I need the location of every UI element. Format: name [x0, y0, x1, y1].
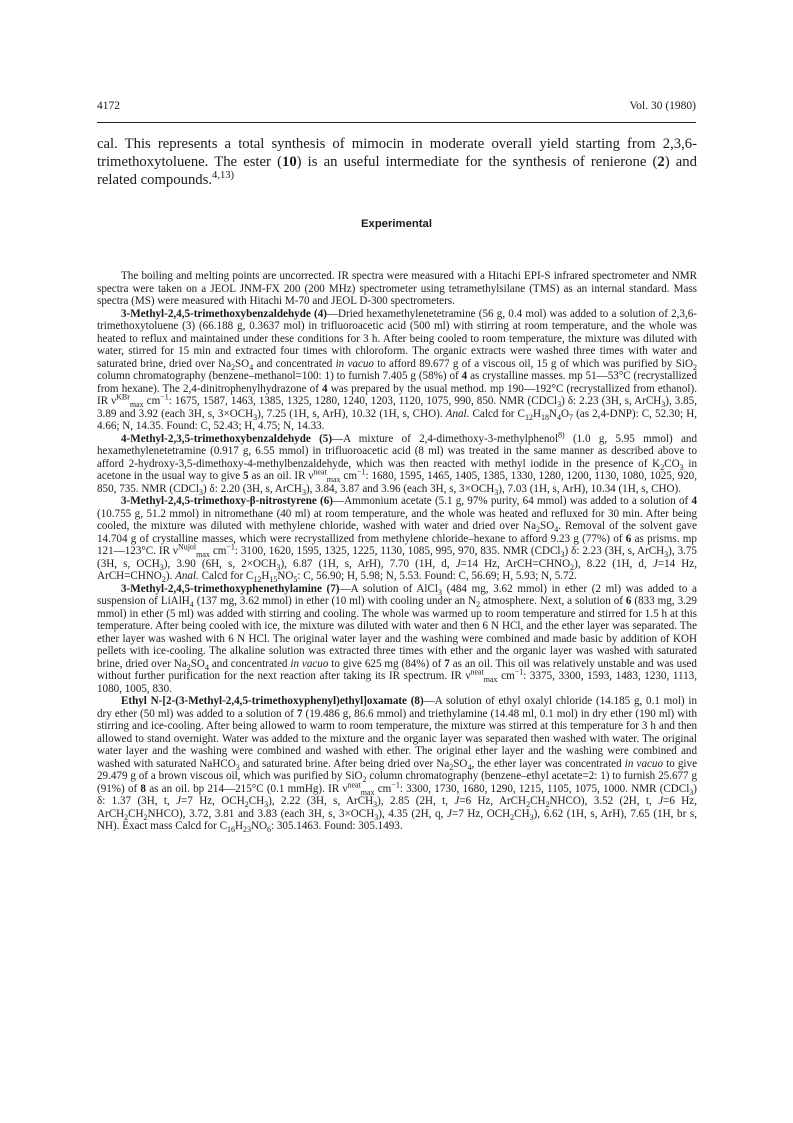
general-methods-paragraph: The boiling and melting points are uncorrected. IR spectra were measured with a Hitachi EPI-S infrared spectrometer and NMR spectra were taken on a JEOL JNM-FX 200 (200 MHz) spectrometer using tetramethylsilane (TMS) as an internal standard. Mass spectra (MS) were measured with Hitachi M-70 and JEOL D-300 spectrometers. [97, 270, 697, 307]
compound-8-title: Ethyl N-[2-(3-Methyl-2,4,5-trimethoxyphenyl)ethyl]oxamate (8) [121, 695, 424, 707]
compound-7-paragraph: 3-Methyl-2,4,5-trimethoxyphenethylamine (7)—A solution of AlCl$_3$ (484 mg, 3.62 mmol) in ether (2 ml) was added to a suspension of LiAlH$_4$ (137 mg, 3.62 mmol) in ether (10 ml) with cooling under an $N_2$ atmosphere. Next, a solution of 6 (833 mg, 3.29 mmol) in ether (5 ml) was added with stirring and cooling. The whole was warmed up to room temperature and stirred for 1.5 h at this temperature. After being cooled with ice, the mixture was diluted with water and then 6 N HCl, and the ether layer was separated. The ether layer was washed with 6 N HCl. The original water layer and the washing were combined and made basic by addition of KOH pellets with ice-cooling. The alkaline solution was extracted three times with ether and the organic layer was washed with saturated brine, dried over $Na_2SO_4$ and concentrated in vacuo to give 625 mg (84%) of 7 as an oil. This oil was relatively unstable and was used without further purification for the next reaction after taking its IR spectrum. IR $\nu^{neat}_{max}$ $cm^{-1}$: 3375, 3300, 1593, 1483, 1230, 1113, 1080, 1005, 830. [97, 582, 698, 695]
running-header [97, 100, 696, 116]
page-number: 4172 [97, 100, 120, 112]
compound-4-title: 3-Methyl-2,4,5-trimethoxybenzaldehyde (4) [121, 307, 327, 320]
section-heading: Experimental [361, 218, 432, 230]
compound-7-title: 3-Methyl-2,4,5-trimethoxyphenethylamine (7) [121, 582, 340, 595]
compound-5-paragraph: 4-Methyl-2,3,5-trimethoxybenzaldehyde (5)—A mixture of 2,4-dimethoxy-3-methylphenol$^{8)}$ (1.0 g, 5.95 mmol) and hexamethylenetetramine (0.917 g, 6.55 mmol) in trifluoroacetic acid (8 ml) was treated in the same manner as described above to afford 2-hydroxy-3,5-dimethoxy-4-methylbenzaldehyde, which was then reacted with methyl iodide in the presence of $K_2CO_3$ in acetone in the usual way to give 5 as an oil. IR $\nu^{neat}_{max}$ $cm^{-1}$: 1680, 1595, 1465, 1405, 1385, 1330, 1280, 1200, 1130, 1080, 1025, 920, 850, 735. NMR (CDCl$_3$) δ: 2.20 (3H, s, ArCH$_3$), 3.84, 3.87 and 3.96 (each 3H, s, $3\times OCH_3$), 7.03 (1H, s, ArH), 10.34 (1H, s, CHO). [97, 429, 697, 497]
compound-5-title: 4-Methyl-2,3,5-trimethoxybenzaldehyde (5) [121, 432, 333, 445]
volume-label: Vol. 30 (1980) [629, 100, 696, 112]
experimental-body [97, 270, 697, 833]
intro-paragraph: cal. This represents a total synthesis of mimocin in moderate overall yield starting from 2,3,6-trimethoxytoluene. The ester (10) is an useful intermediate for the synthesis of renierone (2) and related compounds.$^{4,13)}$ [97, 136, 697, 188]
header-rule [97, 122, 696, 123]
compound-6-paragraph: 3-Methyl-2,4,5-trimethoxy-β-nitrostyrene (6)—Ammonium acetate (5.1 g, 97% purity, 64 mmol) was added to a solution of 4 (10.755 g, 51.2 mmol) in nitromethane (40 ml) at room temperature, and the whole was heated and refluxed for 30 min. After being cooled, the mixture was diluted with methylene chloride, washed with water and dried over $Na_2SO_4$. Removal of the solvent gave 14.704 g of crystalline masses, which were recrystallized from methylene chloride–hexane to afford 9.23 g (77%) of 6 as prisms. mp 121—123°C. IR $\nu^{Nujol}_{max}$ $cm^{-1}$: 3100, 1620, 1595, 1325, 1225, 1130, 1085, 995, 970, 835. NMR (CDCl$_3$) δ: 2.23 (3H, s, ArCH$_3$), 3.75 (3H, s, $OCH_3$), 3.90 (6H, s, $2\times OCH_3$), 6.87 (1H, s, ArH), 7.70 (1H, d, J=14 Hz, $ArCH=CHNO_2$), 8.22 (1H, d, J=14 Hz, $ArCH=CHNO_2$). Anal. Calcd for $C_{12}H_{15}NO_5$: C, 56.90; H, 5.98; N, 5.53. Found: C, 56.69; H, 5.93; N, 5.72. [97, 495, 697, 585]
compound-6-title: 3-Methyl-2,4,5-trimethoxy-β-nitrostyrene (6) [121, 495, 333, 507]
compound-4-paragraph: 3-Methyl-2,4,5-trimethoxybenzaldehyde (4)—Dried hexamethylenetetramine (56 g, 0.4 mol) was added to a solution of 2,3,6-trimethoxytoluene (3) (66.188 g, 0.3637 mol) in trifluoroacetic acid (500 ml) with stirring at room temperature, and the whole was heated to reflux and maintained under these conditions for 3 h. After being cooled to room temperature, the mixture was diluted with water, stirred for 15 min and extracted four times with chloroform. The organic extracts were washed three times with water and saturated brine, dried over $Na_2SO_4$ and concentrated in vacuo to afford 89.677 g of a viscous oil, 15 g of which was purified by SiO$_2$ column chromatography (benzene–methanol=100: 1) to furnish 7.405 g (58%) of 4 as crystalline masses. mp 51—53°C (recrystallized from hexane). The 2,4-dinitrophenylhydrazone of 4 was prepared by the usual method. mp 190—192°C (recrystallized from ethanol). IR $\nu^{KBr}_{max}$ $cm^{-1}$: 1675, 1587, 1463, 1385, 1325, 1280, 1240, 1203, 1120, 1075, 990, 850. NMR (CDCl$_3$) δ: 2.23 (3H, s, ArCH$_3$), 3.85, 3.89 and 3.92 (each 3H, s, $3\times OCH_3$), 7.25 (1H, s, ArH), 10.32 (1H, s, CHO). Anal. Calcd for $C_{12}H_{18}N_4O_7$ (as 2,4-DNP): C, 52.30; H, 4.66; N, 14.35. Found: C, 52.43; H, 4.75; N, 14.33. [97, 307, 697, 432]
reference-marker: 4,13) [212, 169, 235, 181]
compound-8-paragraph: Ethyl N-[2-(3-Methyl-2,4,5-trimethoxyphenyl)ethyl]oxamate (8)—A solution of ethyl oxalyl chloride (14.185 g, 0.1 mol) in dry ether (50 ml) was added to a solution of 7 (19.486 g, 86.6 mmol) and triethylamine (14.48 ml, 0.1 mol) in dry ether (190 ml) with stirring and ice-cooling. After being allowed to warm to room temperature, the mixture was stirred at this temperature for 3 h and then allowed to stand overnight. Water was added to the mixture and the organic layer was separated then washed with water. The original water layer and the washing were combined and washed with ether. The original ether layer and the washing were combined and washed with saturated NaHCO$_3$ and saturated brine. After being dried over $Na_2SO_4$, the ether layer was concentrated in vacuo to give 29.479 g of a brown viscous oil, which was purified by SiO$_2$ column chromatography (benzene–ethyl acetate=2: 1) to furnish 25.677 g (91%) of 8 as an oil. bp 214—215°C (0.1 mmHg). IR $\nu^{neat}_{max}$ $cm^{-1}$: 3300, 1730, 1680, 1290, 1215, 1105, 1075, 1000. NMR (CDCl$_3$) δ: 1.37 (3H, t, J=7 Hz, $OCH_2CH_3$), 2.22 (3H, s, ArCH$_3$), 2.85 (2H, t, J=6 Hz, $ArCH_2CH_2NHCO$), 3.52 (2H, t, J=6 Hz, $ArCH_2CH_2NHCO$), 3.72, 3.81 and 3.83 (each 3H, s, $3\times OCH_3$), 4.35 (2H, q, J=7 Hz, $OCH_2CH_3$), 6.62 (1H, s, ArH), 7.65 (1H, br s, NH). Exact mass Calcd for $C_{16}H_{23}NO_6$: 305.1463. Found: 305.1493. [97, 695, 698, 835]
